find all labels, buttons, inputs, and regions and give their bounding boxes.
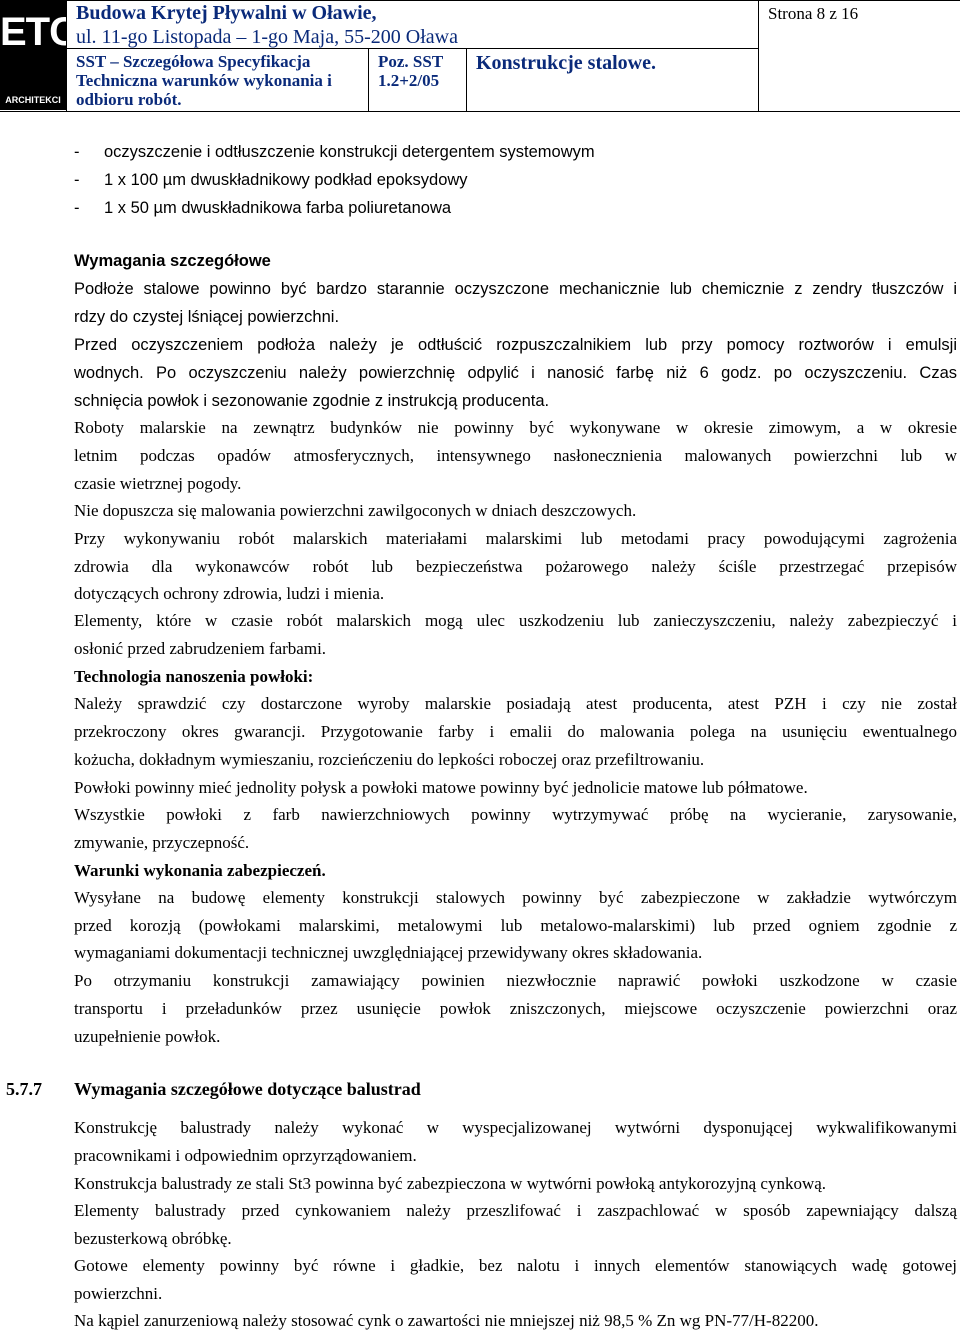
list-item xyxy=(74,142,957,162)
paragraph-line: czasie wietrznej pogody. xyxy=(74,474,242,493)
paragraph-line: Elementy, które w czasie robót malarskich mogą ulec uszkodzeniu lub zanieczyszczeniu, należy zabezpieczyć i xyxy=(74,611,957,630)
list-dash: - xyxy=(74,143,80,161)
list-item xyxy=(74,198,957,218)
header-rule-top xyxy=(66,0,960,1)
paragraph-line: Podłoże stalowe powinno być bardzo starannie oczyszczone mechanicznie lub chemicznie z zendry tłuszczów i xyxy=(74,280,957,298)
paragraph-line: Roboty malarskie na zewnątrz budynków nie powinny być wykonywane w okresie zimowym, a w okresie xyxy=(74,418,957,437)
list-dash: - xyxy=(74,199,80,217)
paragraph-line: Na kąpiel zanurzeniową należy stosować cynk o zawartości nie mniejszej niż 98,5 % Zn wg PN-77/H-82200. xyxy=(74,1311,819,1330)
document-header xyxy=(0,0,960,112)
paragraph-line: Elementy balustrady przed cynkowaniem należy przeszlifować i zaszpachlować w sposób zapewniający dalszą xyxy=(74,1201,957,1220)
subheading-detailed-requirements: Wymagania szczegółowe xyxy=(74,252,271,270)
paragraph-line: Konstrukcja balustrady ze stali St3 powinna być zabezpieczona w wytwórni powłoką antykorozyjną cynkową. xyxy=(74,1174,827,1193)
paragraph-line: rdzy do czystej lśniącej powierzchni. xyxy=(74,308,340,326)
position-number: 1.2+2/05 xyxy=(378,71,440,90)
position-label: Poz. SST xyxy=(378,52,444,71)
section-title: Konstrukcje stalowe. xyxy=(476,52,656,74)
paragraph-line: Po otrzymaniu konstrukcji zamawiający powinien niezwłocznie naprawić powłoki uszkodzone w czasie xyxy=(74,971,957,990)
subheading-coating-technology: Technologia nanoszenia powłoki: xyxy=(74,667,314,686)
page-number: Strona 8 z 16 xyxy=(768,4,859,23)
paragraph-line: kożucha, dokładnym wymieszaniu, rozcieńczeniu do lepkości roboczej oraz przefiltrowaniu. xyxy=(74,750,705,769)
list-item-text: 1 x 100 µm dwuskładnikowy podkład epoksydowy xyxy=(104,171,468,189)
paragraph-line: pracownikami i odpowiednim oprzyrządowaniem. xyxy=(74,1146,417,1165)
logo-subtitle: ARCHITEKCI xyxy=(5,95,61,105)
paragraph-line: dotyczących ochrony zdrowia, ludzi i mienia. xyxy=(74,584,385,603)
paragraph-line: Konstrukcję balustrady należy wykonać w wyspecjalizowanej wytwórni dysponującej wykwalifikowanymi xyxy=(74,1118,957,1137)
paragraph-line: bezusterkową obróbkę. xyxy=(74,1229,232,1248)
header-divider-page xyxy=(758,0,759,111)
section-number: 5.7.7 xyxy=(6,1079,42,1099)
paragraph-line: Przy wykonywaniu robót malarskich materiałami malarskimi lub metodami pracy powodującymi zagrożenia xyxy=(74,529,957,548)
paragraph-line: zdrowia dla wykonawców robót lub bezpieczeństwa pożarowego należy ściśle przestrzegać przepisów xyxy=(74,557,957,576)
paragraph-line: powierzchni. xyxy=(74,1284,163,1303)
list-item-text: oczyszczenie i odtłuszczenie konstrukcji detergentem systemowym xyxy=(104,143,595,161)
header-divider-title xyxy=(466,48,467,111)
logo-letters: ETC xyxy=(0,10,77,54)
paragraph-line: Przed oczyszczeniem podłoża należy je odtłuścić rozpuszczalnikiem lub przy pomocy roztworów i emulsji xyxy=(74,336,957,354)
paragraph-line: Nie dopuszcza się malowania powierzchni zawilgoconych w dniach deszczowych. xyxy=(74,501,637,520)
paragraph-line: transportu i przeładunków przez usunięcie powłok zniszczonych, miejscowe oczyszczenie powierzchni oraz xyxy=(74,999,957,1018)
project-address-line2: ul. 11-go Listopada – 1-go Maja, 55-200 Oława xyxy=(76,26,458,48)
company-logo xyxy=(0,0,77,110)
list-item xyxy=(74,170,957,190)
project-address-line1: Budowa Krytej Pływalni w Oławie, xyxy=(76,2,377,24)
paragraph-line: letnim podczas opadów atmosferycznych, intensywnego nasłonecznienia malowanych powierzchni lub w xyxy=(74,446,957,465)
paragraph-line: schnięcia powłok i sezonowanie zgodnie z instrukcją producenta. xyxy=(74,392,550,410)
paragraph-line: Gotowe elementy powinny być równe i gładkie, bez nalotu i innych elementów stanowiących wadę gotowej xyxy=(74,1256,957,1275)
paragraph-line: wymaganiami dokumentacji technicznej uwzględniającej przewidywany okres składowania. xyxy=(74,943,703,962)
paragraph-line: Wszystkie powłoki z farb nawierzchniowych powinny wytrzymywać próbę na wycieranie, zarysowanie, xyxy=(74,805,957,824)
list-item-text: 1 x 50 µm dwuskładnikowa farba poliuretanowa xyxy=(104,199,452,217)
list-dash: - xyxy=(74,171,80,189)
paragraph-line: zmywanie, przyczepność. xyxy=(74,833,250,852)
sst-label-line2: Techniczna warunków wykonania i xyxy=(76,71,332,90)
sst-label-line3: odbioru robót. xyxy=(76,90,182,109)
paragraph-line: Należy sprawdzić czy dostarczone wyroby malarskie posiadają atest producenta, atest PZH i czy nie został xyxy=(74,694,957,713)
sst-label-line1: SST – Szczegółowa Specyfikacja xyxy=(76,52,311,71)
subheading-protection-conditions: Warunki wykonania zabezpieczeń. xyxy=(74,861,326,880)
paragraph-line: osłonić przed zabrudzeniem farbami. xyxy=(74,639,327,658)
paragraph-line: Powłoki powinny mieć jednolity połysk a powłoki matowe powinny być jednolicie matowe lub półmatowe. xyxy=(74,778,808,797)
section-heading: Wymagania szczegółowe dotyczące balustrad xyxy=(74,1079,421,1099)
paragraph-line: Wysyłane na budowę elementy konstrukcji stalowych powinny być zabezpieczone w zakładzie wytwórczym xyxy=(74,888,957,907)
paragraph-line: przed korozją (powłokami malarskimi, metalowymi lub metalowo-malarskimi) lub przed ogniem zgodnie z xyxy=(74,916,957,935)
header-divider-poz xyxy=(368,48,369,111)
header-divider-logo xyxy=(66,0,67,111)
header-rule-bottom xyxy=(0,111,960,112)
paragraph-line: uzupełnienie powłok. xyxy=(74,1027,221,1046)
paragraph-line: przekroczony okres gwarancji. Przygotowanie farby i emalii do malowania polega na usunięciu ewentualnego xyxy=(74,722,957,741)
paragraph-line: wodnych. Po oczyszczeniu należy powierzchnię odpylić i nanosić farbę niż 6 godz. po oczyszczeniu. Czas xyxy=(74,364,957,382)
